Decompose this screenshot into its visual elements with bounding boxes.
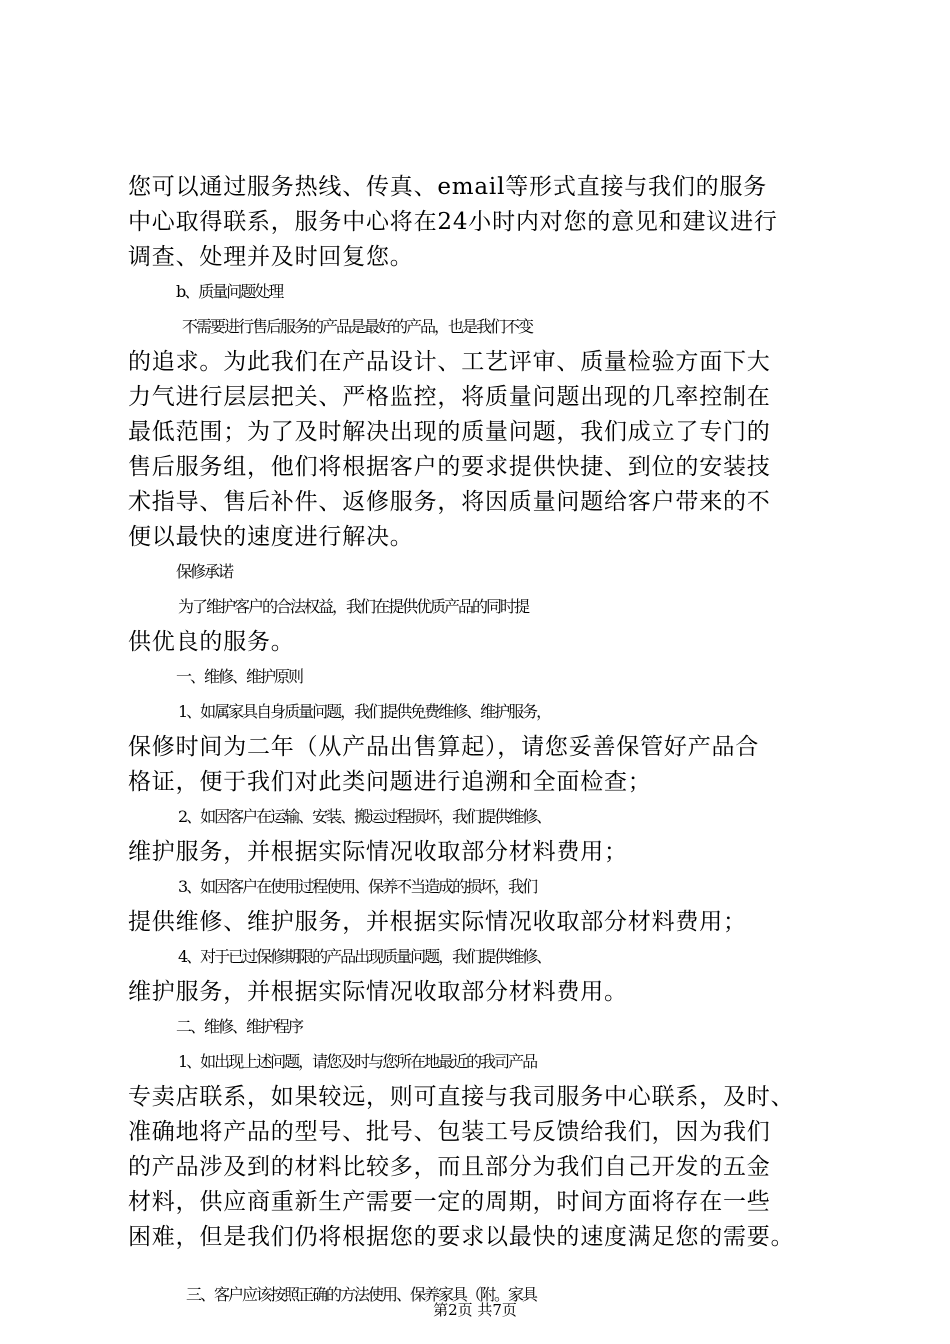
text-line: 便以最快的速度进行解决。	[128, 524, 414, 550]
section-heading: b、质量问题处理	[176, 282, 283, 301]
text-line: 2、如因客户在运输、安装、搬运过程损坏，我们提供维修、	[178, 807, 551, 826]
text-line: 的产品涉及到的材料比较多，而且部分为我们自己开发的五金	[128, 1154, 771, 1180]
text-line: 为了维护客户的合法权益，我们在提供优质产品的同时提	[178, 597, 529, 616]
section-heading: 保修承诺	[176, 562, 233, 581]
text-line: 最低范围；为了及时解决出现的质量问题，我们成立了专门的	[128, 419, 771, 445]
text-line: 1、如出现上述问题，请您及时与您所在地最近的我司产品	[178, 1052, 537, 1071]
text-line: 的追求。为此我们在产品设计、工艺评审、质量检验方面下大	[128, 349, 771, 375]
text-line: 不需要进行售后服务的产品是最好的产品，也是我们不变	[182, 317, 533, 336]
text-line: 专卖店联系，如果较远，则可直接与我司服务中心联系，及时、	[128, 1084, 795, 1110]
text-line: 3、如因客户在使用过程使用、保养不当造成的损坏，我们	[178, 877, 537, 896]
text-line: 维护服务，并根据实际情况收取部分材料费用。	[128, 979, 628, 1005]
text-line: 供优良的服务。	[128, 629, 295, 655]
text-line: 力气进行层层把关、严格监控，将质量问题出现的几率控制在	[128, 384, 771, 410]
page-number-footer: 第2页 共7页	[433, 1301, 517, 1319]
text-line: 售后服务组，他们将根据客户的要求提供快捷、到位的安装技	[128, 454, 771, 480]
section-heading: 一、维修、维护原则	[176, 667, 303, 686]
text-line: 1、如属家具自身质量问题，我们提供免费维修、维护服务，	[178, 702, 551, 721]
text-line: 术指导、售后补件、返修服务，将因质量问题给客户带来的不	[128, 489, 771, 515]
text-line: 维护服务，并根据实际情况收取部分材料费用；	[128, 839, 628, 865]
text-line: 格证，便于我们对此类问题进行追溯和全面检查；	[128, 769, 652, 795]
text-line: 您可以通过服务热线、传真、email等形式直接与我们的服务	[128, 174, 768, 200]
section-heading: 三、客户应该按照正确的方法使用、保养家具（附。家具	[186, 1285, 537, 1304]
text-line: 4、对于已过保修期限的产品出现质量问题，我们提供维修、	[178, 947, 551, 966]
text-line: 保修时间为二年（从产品出售算起），请您妥善保管好产品合	[128, 734, 760, 760]
section-heading: 二、维修、维护程序	[176, 1017, 303, 1036]
text-line: 材料，供应商重新生产需要一定的周期，时间方面将存在一些	[128, 1189, 771, 1215]
text-line: 困难，但是我们仍将根据您的要求以最快的速度满足您的需要。	[128, 1224, 795, 1250]
text-line: 提供维修、维护服务，并根据实际情况收取部分材料费用；	[128, 909, 747, 935]
text-line: 中心取得联系，服务中心将在24小时内对您的意见和建议进行	[128, 209, 778, 235]
text-line: 准确地将产品的型号、批号、包装工号反馈给我们，因为我们	[128, 1119, 771, 1145]
text-line: 调查、处理并及时回复您。	[128, 244, 414, 270]
